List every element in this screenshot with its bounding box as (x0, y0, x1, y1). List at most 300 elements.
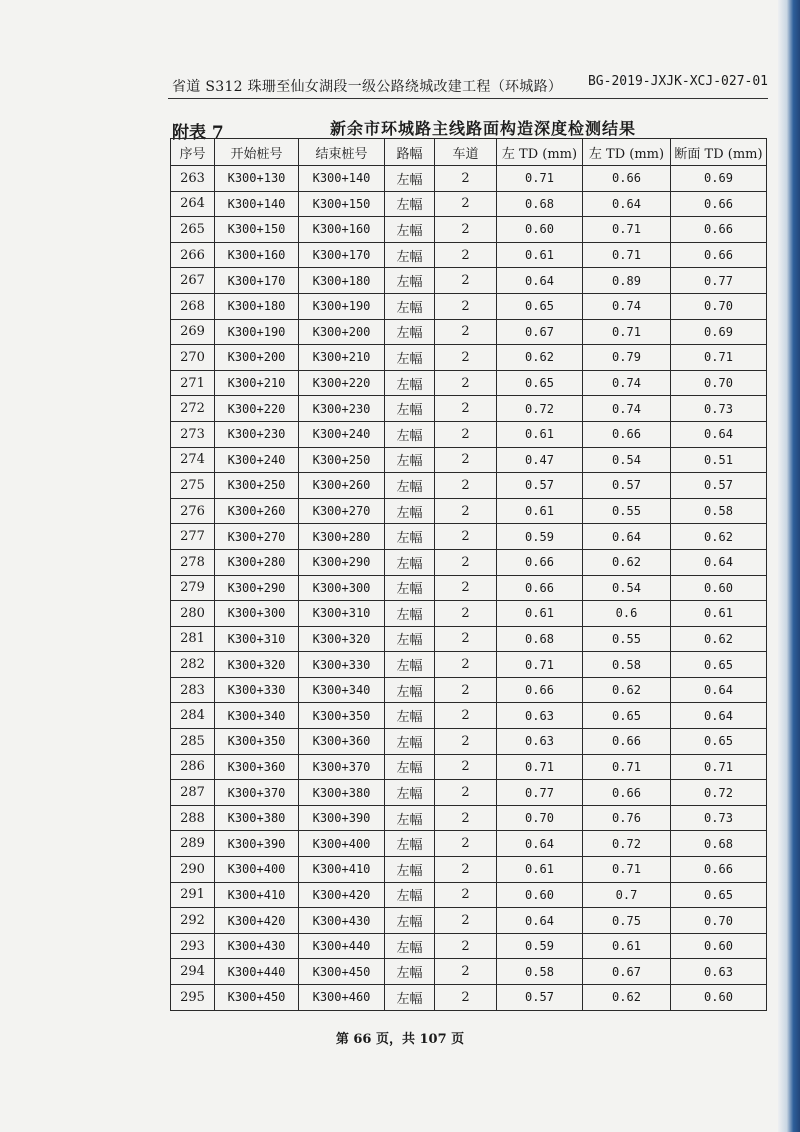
table-title: 新余市环城路主线路面构造深度检测结果 (330, 119, 637, 138)
road-side-cell: 左幅 (385, 524, 435, 550)
end-station-cell: K300+270 (299, 498, 385, 524)
row-number-cell: 292 (171, 908, 215, 934)
lane-cell: 2 (435, 677, 497, 703)
table-row (171, 959, 767, 985)
road-side-cell: 左幅 (385, 985, 435, 1011)
road-side-cell: 左幅 (385, 319, 435, 345)
end-station-cell: K300+360 (299, 729, 385, 755)
left-td-1-cell: 0.59 (497, 933, 583, 959)
end-station-cell: K300+150 (299, 191, 385, 217)
row-number-cell: 283 (171, 677, 215, 703)
road-side-cell: 左幅 (385, 268, 435, 294)
left-td-1-cell: 0.63 (497, 703, 583, 729)
road-side-cell: 左幅 (385, 857, 435, 883)
left-td-2-cell: 0.62 (583, 677, 671, 703)
left-td-2-cell: 0.79 (583, 345, 671, 371)
left-td-2-cell: 0.55 (583, 498, 671, 524)
table-row (171, 985, 767, 1011)
table-row (171, 498, 767, 524)
end-station-cell: K300+180 (299, 268, 385, 294)
row-number-cell: 290 (171, 857, 215, 883)
start-station-cell: K300+270 (215, 524, 299, 550)
road-side-cell: 左幅 (385, 882, 435, 908)
lane-cell: 2 (435, 447, 497, 473)
lane-cell: 2 (435, 959, 497, 985)
left-td-1-cell: 0.60 (497, 217, 583, 243)
start-station-cell: K300+210 (215, 370, 299, 396)
lane-cell: 2 (435, 191, 497, 217)
left-td-1-cell: 0.60 (497, 882, 583, 908)
left-td-1-cell: 0.66 (497, 575, 583, 601)
row-number-cell: 284 (171, 703, 215, 729)
table-row (171, 217, 767, 243)
left-td-2-cell: 0.55 (583, 626, 671, 652)
row-number-cell: 265 (171, 217, 215, 243)
start-station-cell: K300+430 (215, 933, 299, 959)
start-station-cell: K300+310 (215, 626, 299, 652)
road-side-cell: 左幅 (385, 831, 435, 857)
end-station-cell: K300+420 (299, 882, 385, 908)
page-edge-shadow (778, 0, 800, 1132)
road-side-cell: 左幅 (385, 703, 435, 729)
lane-cell: 2 (435, 166, 497, 192)
row-number-cell: 286 (171, 754, 215, 780)
road-side-cell: 左幅 (385, 217, 435, 243)
lane-cell: 2 (435, 754, 497, 780)
table-row (171, 575, 767, 601)
left-td-1-cell: 0.66 (497, 549, 583, 575)
end-station-cell: K300+140 (299, 166, 385, 192)
lane-cell: 2 (435, 498, 497, 524)
column-header: 序号 (171, 139, 215, 166)
appendix-label: 附表 7 (172, 123, 224, 143)
lane-cell: 2 (435, 601, 497, 627)
row-number-cell: 282 (171, 652, 215, 678)
end-station-cell: K300+440 (299, 933, 385, 959)
start-station-cell: K300+340 (215, 703, 299, 729)
section-td-cell: 0.65 (671, 729, 767, 755)
end-station-cell: K300+160 (299, 217, 385, 243)
road-side-cell: 左幅 (385, 345, 435, 371)
end-station-cell: K300+350 (299, 703, 385, 729)
column-header: 左 TD (mm) (497, 139, 583, 166)
left-td-2-cell: 0.57 (583, 473, 671, 499)
left-td-2-cell: 0.71 (583, 754, 671, 780)
section-td-cell: 0.70 (671, 908, 767, 934)
lane-cell: 2 (435, 805, 497, 831)
left-td-1-cell: 0.68 (497, 626, 583, 652)
road-side-cell: 左幅 (385, 421, 435, 447)
left-td-2-cell: 0.66 (583, 729, 671, 755)
end-station-cell: K300+170 (299, 242, 385, 268)
left-td-2-cell: 0.61 (583, 933, 671, 959)
left-td-1-cell: 0.47 (497, 447, 583, 473)
results-table (170, 138, 767, 1011)
end-station-cell: K300+430 (299, 908, 385, 934)
left-td-2-cell: 0.71 (583, 857, 671, 883)
left-td-1-cell: 0.63 (497, 729, 583, 755)
left-td-2-cell: 0.67 (583, 959, 671, 985)
row-number-cell: 264 (171, 191, 215, 217)
section-td-cell: 0.60 (671, 575, 767, 601)
start-station-cell: K300+190 (215, 319, 299, 345)
end-station-cell: K300+330 (299, 652, 385, 678)
left-td-1-cell: 0.72 (497, 396, 583, 422)
start-station-cell: K300+410 (215, 882, 299, 908)
lane-cell: 2 (435, 370, 497, 396)
section-td-cell: 0.66 (671, 217, 767, 243)
section-td-cell: 0.69 (671, 166, 767, 192)
lane-cell: 2 (435, 217, 497, 243)
table-row (171, 908, 767, 934)
left-td-2-cell: 0.62 (583, 985, 671, 1011)
row-number-cell: 275 (171, 473, 215, 499)
road-side-cell: 左幅 (385, 166, 435, 192)
lane-cell: 2 (435, 626, 497, 652)
left-td-2-cell: 0.64 (583, 524, 671, 550)
start-station-cell: K300+400 (215, 857, 299, 883)
row-number-cell: 294 (171, 959, 215, 985)
road-side-cell: 左幅 (385, 498, 435, 524)
road-side-cell: 左幅 (385, 473, 435, 499)
section-td-cell: 0.71 (671, 345, 767, 371)
left-td-2-cell: 0.65 (583, 703, 671, 729)
start-station-cell: K300+360 (215, 754, 299, 780)
left-td-1-cell: 0.59 (497, 524, 583, 550)
left-td-1-cell: 0.65 (497, 370, 583, 396)
road-side-cell: 左幅 (385, 396, 435, 422)
road-side-cell: 左幅 (385, 626, 435, 652)
column-header: 结束桩号 (299, 139, 385, 166)
start-station-cell: K300+320 (215, 652, 299, 678)
table-row (171, 242, 767, 268)
start-station-cell: K300+200 (215, 345, 299, 371)
table-header-row (171, 139, 767, 166)
end-station-cell: K300+240 (299, 421, 385, 447)
start-station-cell: K300+260 (215, 498, 299, 524)
table-row (171, 780, 767, 806)
table-row (171, 268, 767, 294)
section-td-cell: 0.51 (671, 447, 767, 473)
section-td-cell: 0.70 (671, 370, 767, 396)
start-station-cell: K300+450 (215, 985, 299, 1011)
table-row (171, 447, 767, 473)
left-td-2-cell: 0.71 (583, 319, 671, 345)
row-number-cell: 267 (171, 268, 215, 294)
row-number-cell: 276 (171, 498, 215, 524)
table-row (171, 524, 767, 550)
row-number-cell: 270 (171, 345, 215, 371)
left-td-1-cell: 0.66 (497, 677, 583, 703)
start-station-cell: K300+250 (215, 473, 299, 499)
section-td-cell: 0.64 (671, 703, 767, 729)
left-td-1-cell: 0.64 (497, 908, 583, 934)
road-side-cell: 左幅 (385, 549, 435, 575)
section-td-cell: 0.57 (671, 473, 767, 499)
section-td-cell: 0.62 (671, 524, 767, 550)
start-station-cell: K300+240 (215, 447, 299, 473)
road-side-cell: 左幅 (385, 729, 435, 755)
left-td-1-cell: 0.62 (497, 345, 583, 371)
start-station-cell: K300+220 (215, 396, 299, 422)
end-station-cell: K300+380 (299, 780, 385, 806)
section-td-cell: 0.70 (671, 293, 767, 319)
end-station-cell: K300+210 (299, 345, 385, 371)
left-td-1-cell: 0.68 (497, 191, 583, 217)
section-td-cell: 0.60 (671, 933, 767, 959)
section-td-cell: 0.77 (671, 268, 767, 294)
end-station-cell: K300+410 (299, 857, 385, 883)
section-td-cell: 0.64 (671, 549, 767, 575)
section-td-cell: 0.72 (671, 780, 767, 806)
table-row (171, 166, 767, 192)
lane-cell: 2 (435, 575, 497, 601)
end-station-cell: K300+390 (299, 805, 385, 831)
left-td-2-cell: 0.64 (583, 191, 671, 217)
left-td-2-cell: 0.66 (583, 780, 671, 806)
row-number-cell: 278 (171, 549, 215, 575)
end-station-cell: K300+290 (299, 549, 385, 575)
table-row (171, 421, 767, 447)
start-station-cell: K300+370 (215, 780, 299, 806)
start-station-cell: K300+280 (215, 549, 299, 575)
row-number-cell: 263 (171, 166, 215, 192)
left-td-2-cell: 0.71 (583, 242, 671, 268)
lane-cell: 2 (435, 780, 497, 806)
lane-cell: 2 (435, 242, 497, 268)
table-row (171, 652, 767, 678)
table-row (171, 677, 767, 703)
section-td-cell: 0.65 (671, 652, 767, 678)
left-td-1-cell: 0.64 (497, 268, 583, 294)
table-row (171, 601, 767, 627)
start-station-cell: K300+420 (215, 908, 299, 934)
end-station-cell: K300+260 (299, 473, 385, 499)
section-td-cell: 0.66 (671, 857, 767, 883)
table-row (171, 319, 767, 345)
section-td-cell: 0.66 (671, 191, 767, 217)
left-td-2-cell: 0.6 (583, 601, 671, 627)
start-station-cell: K300+140 (215, 191, 299, 217)
row-number-cell: 271 (171, 370, 215, 396)
left-td-2-cell: 0.74 (583, 370, 671, 396)
end-station-cell: K300+320 (299, 626, 385, 652)
left-td-1-cell: 0.58 (497, 959, 583, 985)
column-header: 左 TD (mm) (583, 139, 671, 166)
end-station-cell: K300+280 (299, 524, 385, 550)
row-number-cell: 293 (171, 933, 215, 959)
road-side-cell: 左幅 (385, 370, 435, 396)
left-td-1-cell: 0.77 (497, 780, 583, 806)
start-station-cell: K300+170 (215, 268, 299, 294)
lane-cell: 2 (435, 319, 497, 345)
road-side-cell: 左幅 (385, 805, 435, 831)
table-row (171, 933, 767, 959)
lane-cell: 2 (435, 473, 497, 499)
left-td-1-cell: 0.61 (497, 601, 583, 627)
row-number-cell: 287 (171, 780, 215, 806)
lane-cell: 2 (435, 985, 497, 1011)
section-td-cell: 0.65 (671, 882, 767, 908)
road-side-cell: 左幅 (385, 191, 435, 217)
road-side-cell: 左幅 (385, 959, 435, 985)
row-number-cell: 277 (171, 524, 215, 550)
left-td-1-cell: 0.70 (497, 805, 583, 831)
lane-cell: 2 (435, 908, 497, 934)
row-number-cell: 288 (171, 805, 215, 831)
table-row (171, 857, 767, 883)
road-side-cell: 左幅 (385, 575, 435, 601)
road-side-cell: 左幅 (385, 447, 435, 473)
section-td-cell: 0.66 (671, 242, 767, 268)
start-station-cell: K300+330 (215, 677, 299, 703)
left-td-2-cell: 0.66 (583, 421, 671, 447)
left-td-1-cell: 0.61 (497, 242, 583, 268)
row-number-cell: 281 (171, 626, 215, 652)
lane-cell: 2 (435, 933, 497, 959)
start-station-cell: K300+160 (215, 242, 299, 268)
lane-cell: 2 (435, 293, 497, 319)
table-row (171, 729, 767, 755)
left-td-2-cell: 0.72 (583, 831, 671, 857)
table-row (171, 831, 767, 857)
end-station-cell: K300+310 (299, 601, 385, 627)
section-td-cell: 0.64 (671, 677, 767, 703)
row-number-cell: 295 (171, 985, 215, 1011)
left-td-1-cell: 0.57 (497, 985, 583, 1011)
end-station-cell: K300+190 (299, 293, 385, 319)
row-number-cell: 273 (171, 421, 215, 447)
section-td-cell: 0.69 (671, 319, 767, 345)
road-side-cell: 左幅 (385, 677, 435, 703)
left-td-1-cell: 0.65 (497, 293, 583, 319)
road-side-cell: 左幅 (385, 780, 435, 806)
lane-cell: 2 (435, 857, 497, 883)
start-station-cell: K300+390 (215, 831, 299, 857)
page-header (168, 72, 768, 99)
left-td-1-cell: 0.61 (497, 421, 583, 447)
end-station-cell: K300+220 (299, 370, 385, 396)
left-td-2-cell: 0.54 (583, 447, 671, 473)
section-td-cell: 0.63 (671, 959, 767, 985)
left-td-2-cell: 0.89 (583, 268, 671, 294)
road-side-cell: 左幅 (385, 933, 435, 959)
page-footer: 第 66 页，共 107 页 (335, 1032, 465, 1047)
table-row (171, 703, 767, 729)
left-td-2-cell: 0.76 (583, 805, 671, 831)
end-station-cell: K300+300 (299, 575, 385, 601)
table-body (171, 166, 767, 1011)
start-station-cell: K300+130 (215, 166, 299, 192)
column-header: 断面 TD (mm) (671, 139, 767, 166)
column-header: 开始桩号 (215, 139, 299, 166)
row-number-cell: 274 (171, 447, 215, 473)
left-td-1-cell: 0.71 (497, 652, 583, 678)
lane-cell: 2 (435, 703, 497, 729)
left-td-1-cell: 0.71 (497, 166, 583, 192)
road-side-cell: 左幅 (385, 242, 435, 268)
table-row (171, 626, 767, 652)
lane-cell: 2 (435, 396, 497, 422)
table-row (171, 191, 767, 217)
left-td-1-cell: 0.61 (497, 857, 583, 883)
row-number-cell: 280 (171, 601, 215, 627)
row-number-cell: 266 (171, 242, 215, 268)
road-side-cell: 左幅 (385, 652, 435, 678)
road-side-cell: 左幅 (385, 908, 435, 934)
lane-cell: 2 (435, 421, 497, 447)
project-title: 省道 S312 珠珊至仙女湖段一级公路绕城改建工程（环城路） (172, 79, 563, 95)
table-row (171, 370, 767, 396)
road-side-cell: 左幅 (385, 754, 435, 780)
row-number-cell: 269 (171, 319, 215, 345)
road-side-cell: 左幅 (385, 293, 435, 319)
left-td-2-cell: 0.62 (583, 549, 671, 575)
lane-cell: 2 (435, 268, 497, 294)
section-td-cell: 0.60 (671, 985, 767, 1011)
start-station-cell: K300+380 (215, 805, 299, 831)
left-td-2-cell: 0.58 (583, 652, 671, 678)
section-td-cell: 0.71 (671, 754, 767, 780)
row-number-cell: 279 (171, 575, 215, 601)
start-station-cell: K300+290 (215, 575, 299, 601)
start-station-cell: K300+180 (215, 293, 299, 319)
lane-cell: 2 (435, 882, 497, 908)
end-station-cell: K300+450 (299, 959, 385, 985)
start-station-cell: K300+440 (215, 959, 299, 985)
start-station-cell: K300+230 (215, 421, 299, 447)
left-td-2-cell: 0.7 (583, 882, 671, 908)
left-td-1-cell: 0.67 (497, 319, 583, 345)
table-row (171, 882, 767, 908)
report-code: BG-2019-JXJK-XCJ-027-01 (587, 74, 768, 89)
end-station-cell: K300+230 (299, 396, 385, 422)
section-td-cell: 0.73 (671, 396, 767, 422)
row-number-cell: 291 (171, 882, 215, 908)
end-station-cell: K300+340 (299, 677, 385, 703)
end-station-cell: K300+460 (299, 985, 385, 1011)
row-number-cell: 285 (171, 729, 215, 755)
left-td-2-cell: 0.71 (583, 217, 671, 243)
table-row (171, 396, 767, 422)
end-station-cell: K300+400 (299, 831, 385, 857)
lane-cell: 2 (435, 524, 497, 550)
start-station-cell: K300+350 (215, 729, 299, 755)
lane-cell: 2 (435, 831, 497, 857)
left-td-2-cell: 0.54 (583, 575, 671, 601)
left-td-1-cell: 0.71 (497, 754, 583, 780)
table-row (171, 549, 767, 575)
table-row (171, 473, 767, 499)
end-station-cell: K300+200 (299, 319, 385, 345)
end-station-cell: K300+370 (299, 754, 385, 780)
left-td-1-cell: 0.61 (497, 498, 583, 524)
section-td-cell: 0.68 (671, 831, 767, 857)
section-td-cell: 0.62 (671, 626, 767, 652)
table-row (171, 293, 767, 319)
lane-cell: 2 (435, 729, 497, 755)
section-td-cell: 0.61 (671, 601, 767, 627)
lane-cell: 2 (435, 345, 497, 371)
section-td-cell: 0.73 (671, 805, 767, 831)
start-station-cell: K300+300 (215, 601, 299, 627)
left-td-1-cell: 0.57 (497, 473, 583, 499)
table-row (171, 754, 767, 780)
left-td-2-cell: 0.74 (583, 396, 671, 422)
lane-cell: 2 (435, 652, 497, 678)
start-station-cell: K300+150 (215, 217, 299, 243)
left-td-2-cell: 0.75 (583, 908, 671, 934)
